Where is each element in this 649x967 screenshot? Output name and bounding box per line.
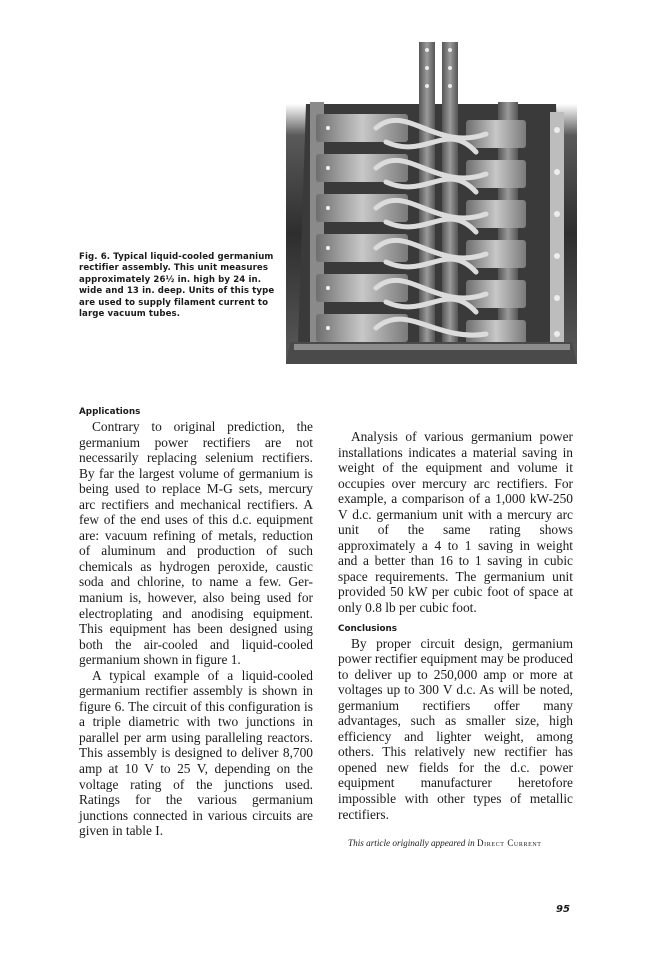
paragraph: Contrary to original prediction, the germanium power rectifiers are not necessarily replacing selenium rectifiers. By far the largest volume of germanium is being used to replace M-G sets, mercury arc rectifiers and mechanical rectifiers. A few of the end uses of this d.c. equipment are: vacuum refining of metals, reduction of aluminum and production of such chemicals as hydrogen peroxide, caustic soda and chlorine, to name a few. Germanium is, however, also being used for electroplating and anodising equipment. This equipment has been designed using both the air-cooled and liquid-cooled germanium shown in figure 1.	[79, 419, 313, 668]
paragraph: Analysis of various germanium power installations indicates a material saving in weight of the equipment and volume it occupies over mercury arc rectifiers. For example, a comparison of a 1,000 kW-250 V d.c. germanium unit with a mercury arc unit of the same rating shows approximately a 4 to 1 saving in weight and a better than 16 to 1 saving in cubic space requirements. The germanium unit provided 50 kW per cubic foot of space at only 0.8 lb per cubic foot.	[338, 429, 573, 616]
footnote	[338, 838, 573, 849]
paragraph: A typical example of a liquid-cooled germanium rectifier assembly is shown in figure 6. The circuit of this configuration is a triple diametric with two junctions in parallel per arm using paralleling reactors. This assembly is designed to deliver 8,700 amp at 10 V to 25 V, depending on the voltage rating of the junctions used. Ratings for the various germanium junctions connected in various circuits are given in table I.	[79, 667, 313, 839]
column-left	[79, 406, 313, 839]
section-heading-applications: Applications	[79, 407, 141, 417]
paragraph: By proper circuit design, germanium power rectifier equipment may be produced to deliver up to 250,000 amp or more at voltages up to 300 V d.c. As will be noted, germanium rectifiers offer many advantages, such as smaller size, high efficiency and lighter weight, among others. This relatively new rectifier has opened new fields for the d.c. power equipment manufacturer heretofore impossible with other types of metallic rectifiers.	[338, 635, 573, 822]
page-number: 95	[556, 904, 570, 915]
column-right	[338, 429, 573, 849]
rectifier-photo-illustration	[286, 42, 577, 364]
footnote-source: Direct Current	[477, 838, 542, 849]
figure-caption: Fig. 6. Typical liquid-cooled germanium rectifier assembly. This unit measures approximately 26½ in. high by 24 in. wide and 13 in. deep. Units of this type are used to supply filament current to large vacuum tubes.	[79, 252, 275, 320]
figure-photo	[286, 42, 577, 364]
footnote-text: This article originally appeared in	[348, 838, 475, 849]
section-heading-conclusions: Conclusions	[338, 623, 398, 634]
